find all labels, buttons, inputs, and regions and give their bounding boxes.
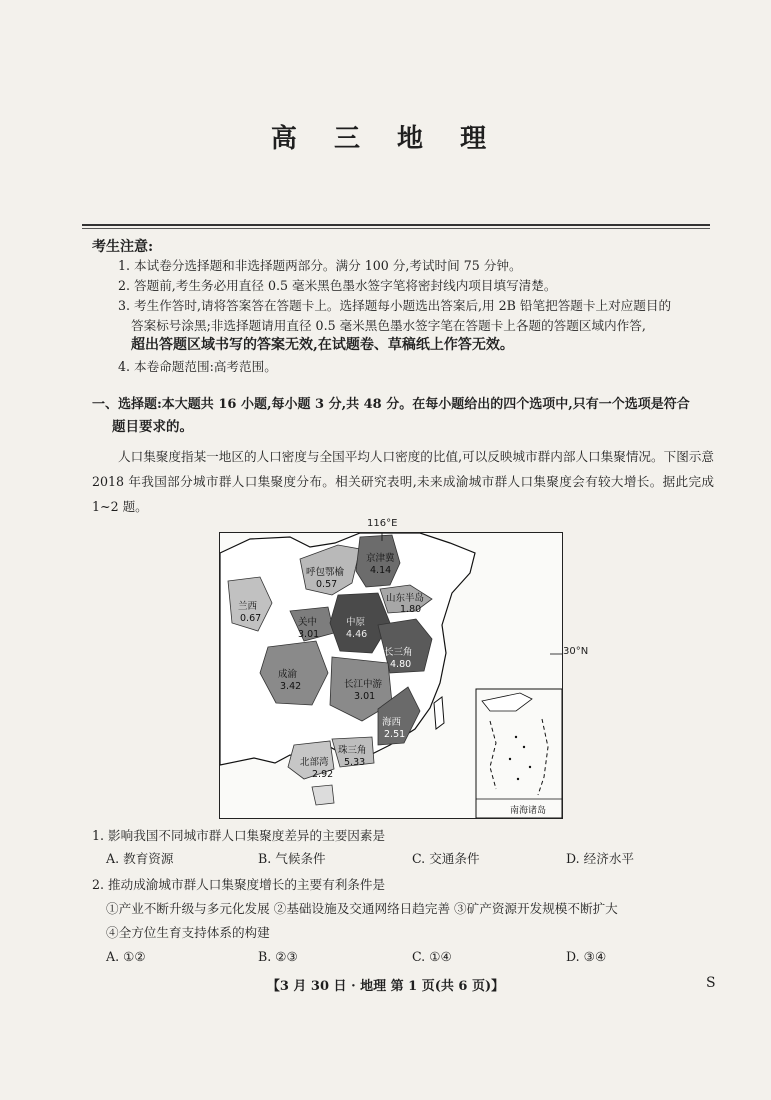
corner-mark: S <box>706 975 716 991</box>
question-2-stem: 2. 推动成渝城市群人口集聚度增长的主要有利条件是 <box>92 877 386 892</box>
latitude-label: 30°N <box>563 646 589 657</box>
taiwan-island <box>434 697 444 729</box>
notice-item-2: 2. 答题前,考生务必用直径 0.5 毫米黑色墨水签字笔将密封线内项目填写清楚。 <box>118 278 557 293</box>
question-2-option-a: A. ①② <box>106 949 146 964</box>
map-label-chengyu: 成渝 <box>278 669 298 680</box>
notice-item-1: 1. 本试卷分选择题和非选择题两部分。满分 100 分,考试时间 75 分钟。 <box>118 258 522 273</box>
map-value-guanzhong: 3.01 <box>298 629 320 640</box>
question-1-option-c: C. 交通条件 <box>412 851 480 866</box>
section-heading-line1: 一、选择题:本大题共 16 小题,每小题 3 分,共 48 分。在每小题给出的四个选项中,只有一个选项是符合 <box>92 397 690 412</box>
question-2-conditions-1: ①产业不断升级与多元化发展 ②基础设施及交通网络日趋完善 ③矿产资源开发规模不断扩大 <box>106 901 618 916</box>
inset-island <box>515 736 517 738</box>
map-label-changsanjiao: 长三角 <box>384 647 413 658</box>
map-label-hubaoeyu: 呼包鄂榆 <box>306 567 345 578</box>
map-value-changjiangzhongyou: 3.01 <box>354 691 376 702</box>
notice-heading: 考生注意: <box>92 239 154 255</box>
map-label-guanzhong: 关中 <box>298 617 318 628</box>
passage-text: 人口集聚度指某一地区的人口密度与全国平均人口密度的比值,可以反映城市群内部人口集聚情况。下图示意 2018 年我国部分城市群人口集聚度分布。相关研究表明,未来成渝城市群人口集聚度会有较大增长。据此完成 1~2 题。 <box>92 449 714 514</box>
map-label-haixi: 海西 <box>382 717 402 728</box>
map-value-zhusanjiao: 5.33 <box>344 757 366 768</box>
question-1-option-a: A. 教育资源 <box>106 851 174 866</box>
map-label-lanxi: 兰西 <box>238 601 258 612</box>
map-value-jingjinji: 4.14 <box>370 565 392 576</box>
question-1-option-b: B. 气候条件 <box>258 851 326 866</box>
map-value-beibuwan: 2.92 <box>312 769 334 780</box>
map-value-hubaoeyu: 0.57 <box>316 579 338 590</box>
notice-item-3: 3. 考生作答时,请将答案答在答题卡上。选择题每小题选出答案后,用 2B 铅笔把答题卡上对应题目的 <box>118 298 672 313</box>
map-value-shandong: 1.80 <box>400 604 422 615</box>
notice-item-4: 4. 本卷命题范围:高考范围。 <box>118 359 277 374</box>
map-value-lanxi: 0.67 <box>240 613 262 624</box>
map-label-zhusanjiao: 珠三角 <box>338 745 367 756</box>
header-rule <box>82 224 710 226</box>
section-heading <box>92 394 712 438</box>
map-label-shandong: 山东半岛 <box>386 593 425 604</box>
header-rule-thin <box>82 228 710 229</box>
page-footer: 【3 月 30 日 · 地理 第 1 页(共 6 页)】 <box>266 979 505 994</box>
map-label-beibuwan: 北部湾 <box>300 757 329 768</box>
map-value-changsanjiao: 4.80 <box>390 659 412 670</box>
map-value-haixi: 2.51 <box>384 729 406 740</box>
question-1-option-d: D. 经济水平 <box>566 851 635 866</box>
map-label-jingjinji: 京津冀 <box>366 553 395 564</box>
inset-island <box>517 778 519 780</box>
map-svg <box>220 533 562 818</box>
city-cluster-map <box>219 532 563 819</box>
hainan-island <box>312 785 334 805</box>
question-2-option-c: C. ①④ <box>412 949 452 964</box>
map-label-changjiangzhongyou: 长江中游 <box>344 679 383 690</box>
inset-island <box>523 746 525 748</box>
page-title: 高 三 地 理 <box>270 124 501 154</box>
inset-label: 南海诸岛 <box>510 806 547 816</box>
map-label-zhongyuan: 中原 <box>346 617 366 628</box>
longitude-label: 116°E <box>367 518 398 529</box>
question-1-stem: 1. 影响我国不同城市群人口集聚度差异的主要因素是 <box>92 828 386 843</box>
map-value-chengyu: 3.42 <box>280 681 302 692</box>
notice-item-3-bold: 超出答题区域书写的答案无效,在试题卷、草稿纸上作答无效。 <box>131 337 514 353</box>
notice-item-3-cont: 答案标号涂黑;非选择题请用直径 0.5 毫米黑色墨水签字笔在答题卡上各题的答题区域内作答, <box>131 318 646 333</box>
inset-island <box>509 758 511 760</box>
question-2-conditions-2: ④全方位生育支持体系的构建 <box>106 925 270 940</box>
question-2-option-d: D. ③④ <box>566 949 607 964</box>
inset-island <box>529 766 531 768</box>
question-2-option-b: B. ②③ <box>258 949 298 964</box>
section-heading-line2: 题目要求的。 <box>112 419 193 435</box>
map-value-zhongyuan: 4.46 <box>346 629 368 640</box>
